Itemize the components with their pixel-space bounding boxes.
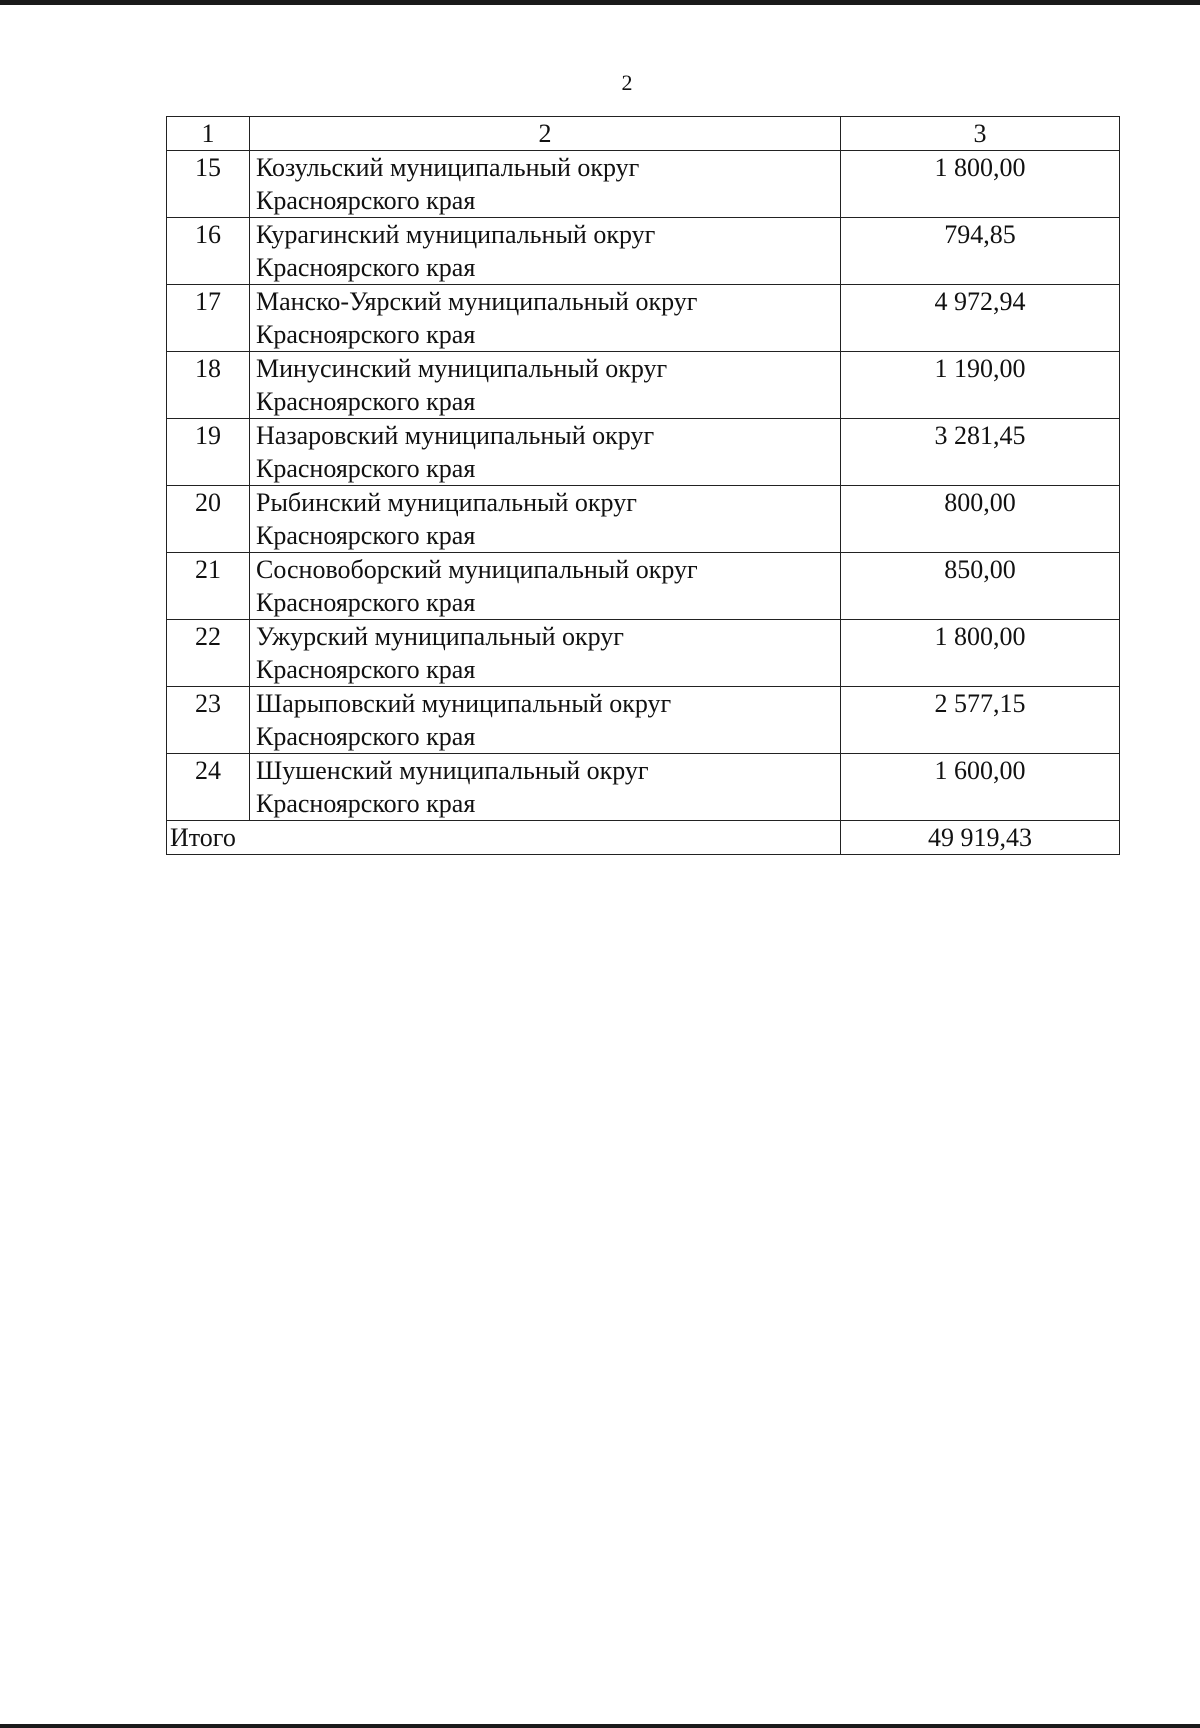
scan-edge-top bbox=[0, 0, 1200, 5]
table-row bbox=[167, 285, 1120, 352]
municipality-name-cell bbox=[250, 486, 841, 553]
table-row bbox=[167, 620, 1120, 687]
row-number-cell: 16 bbox=[167, 218, 250, 285]
table-header-row bbox=[167, 117, 1120, 151]
region-name-line: Красноярского края bbox=[256, 253, 476, 282]
total-amount-cell: 49 919,43 bbox=[841, 821, 1120, 855]
municipality-name-cell bbox=[250, 285, 841, 352]
region-name-line: Красноярского края bbox=[256, 521, 476, 550]
municipality-name-cell bbox=[250, 151, 841, 218]
table-row bbox=[167, 486, 1120, 553]
table-row bbox=[167, 754, 1120, 821]
municipality-name-cell bbox=[250, 620, 841, 687]
scan-edge-bottom bbox=[0, 1724, 1200, 1728]
header-cell-col-2: 2 bbox=[250, 117, 841, 151]
region-name-line: Красноярского края bbox=[256, 588, 476, 617]
row-number-cell: 20 bbox=[167, 486, 250, 553]
municipality-name-cell bbox=[250, 754, 841, 821]
table-row bbox=[167, 553, 1120, 620]
header-cell-col-1: 1 bbox=[167, 117, 250, 151]
region-name-line: Красноярского края bbox=[256, 454, 476, 483]
municipality-name-line: Курагинский муниципальный округ bbox=[256, 220, 656, 249]
municipality-name-line: Шушенский муниципальный округ bbox=[256, 756, 649, 785]
region-name-line: Красноярского края bbox=[256, 387, 476, 416]
table-row bbox=[167, 419, 1120, 486]
municipality-name-cell bbox=[250, 218, 841, 285]
region-name-line: Красноярского края bbox=[256, 789, 476, 818]
municipality-name-line: Минусинский муниципальный округ bbox=[256, 354, 668, 383]
total-label-cell: Итого bbox=[167, 821, 841, 855]
region-name-line: Красноярского края bbox=[256, 186, 476, 215]
region-name-line: Красноярского края bbox=[256, 320, 476, 349]
amount-cell: 1 600,00 bbox=[841, 754, 1120, 821]
amount-cell: 2 577,15 bbox=[841, 687, 1120, 754]
region-name-line: Красноярского края bbox=[256, 722, 476, 751]
row-number-cell: 24 bbox=[167, 754, 250, 821]
table-body bbox=[167, 117, 1120, 855]
amount-cell: 4 972,94 bbox=[841, 285, 1120, 352]
row-number-cell: 17 bbox=[167, 285, 250, 352]
municipality-name-cell bbox=[250, 352, 841, 419]
municipality-name-line: Рыбинский муниципальный округ bbox=[256, 488, 637, 517]
municipality-name-line: Козульский муниципальный округ bbox=[256, 153, 640, 182]
row-number-cell: 15 bbox=[167, 151, 250, 218]
municipality-name-cell bbox=[250, 419, 841, 486]
municipality-name-line: Ужурский муниципальный округ bbox=[256, 622, 624, 651]
municipality-name-cell bbox=[250, 687, 841, 754]
amount-cell: 1 800,00 bbox=[841, 620, 1120, 687]
row-number-cell: 23 bbox=[167, 687, 250, 754]
municipality-name-line: Назаровский муниципальный округ bbox=[256, 421, 655, 450]
row-number-cell: 21 bbox=[167, 553, 250, 620]
total-row bbox=[167, 821, 1120, 855]
row-number-cell: 18 bbox=[167, 352, 250, 419]
amount-cell: 1 800,00 bbox=[841, 151, 1120, 218]
municipality-name-cell bbox=[250, 553, 841, 620]
municipality-name-line: Шарыповский муниципальный округ bbox=[256, 689, 672, 718]
header-cell-col-3: 3 bbox=[841, 117, 1120, 151]
municipality-name-line: Манско-Уярский муниципальный округ bbox=[256, 287, 698, 316]
table-row bbox=[167, 687, 1120, 754]
table-row bbox=[167, 151, 1120, 218]
amount-cell: 3 281,45 bbox=[841, 419, 1120, 486]
table-row bbox=[167, 352, 1120, 419]
amount-cell: 794,85 bbox=[841, 218, 1120, 285]
row-number-cell: 22 bbox=[167, 620, 250, 687]
table-row bbox=[167, 218, 1120, 285]
amount-cell: 800,00 bbox=[841, 486, 1120, 553]
amount-cell: 1 190,00 bbox=[841, 352, 1120, 419]
amount-cell: 850,00 bbox=[841, 553, 1120, 620]
municipality-name-line: Сосновоборский муниципальный округ bbox=[256, 555, 698, 584]
allocation-table bbox=[166, 116, 1120, 855]
page-number: 2 bbox=[621, 70, 633, 95]
row-number-cell: 19 bbox=[167, 419, 250, 486]
region-name-line: Красноярского края bbox=[256, 655, 476, 684]
